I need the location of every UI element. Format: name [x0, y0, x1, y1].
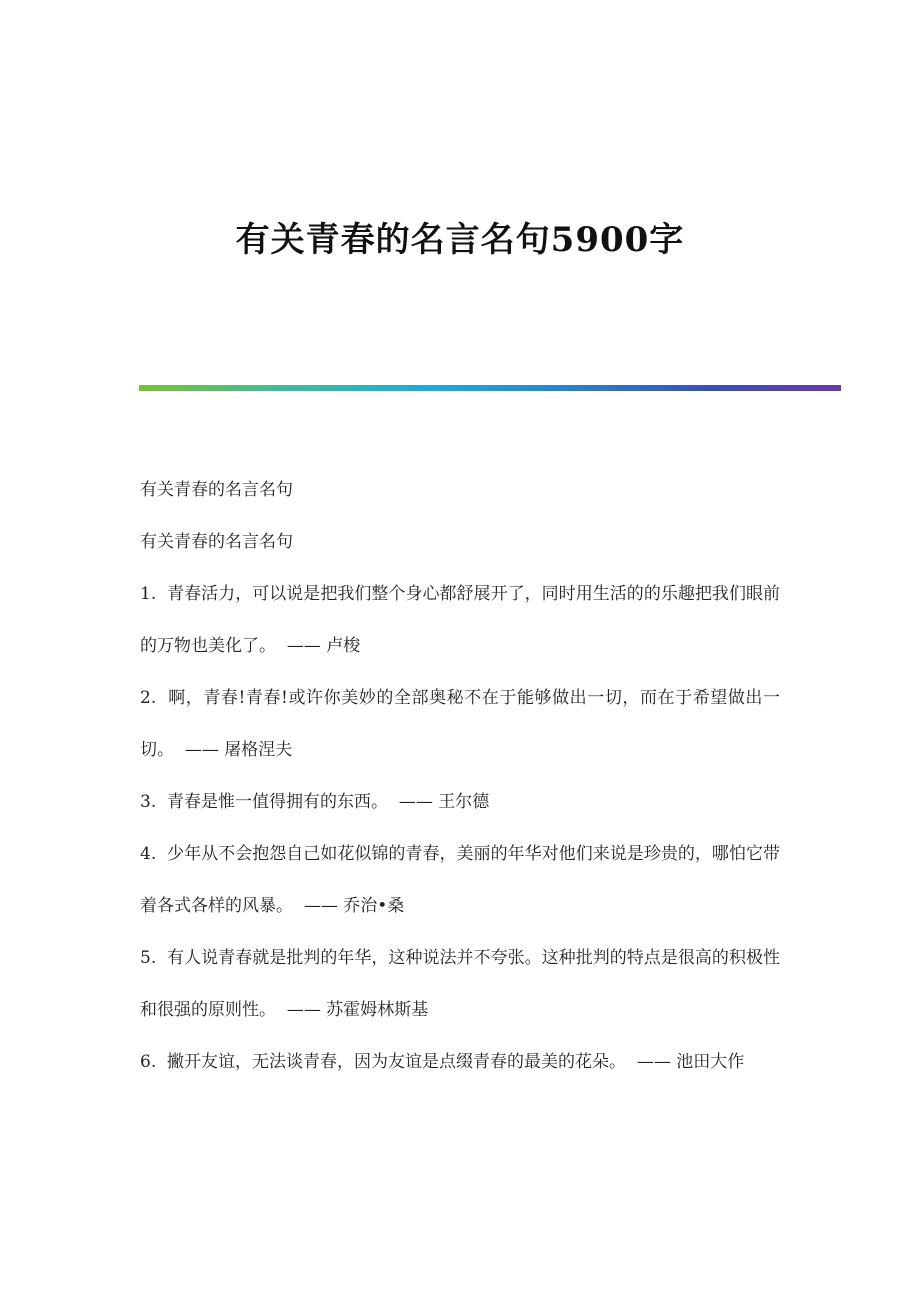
quote-dash: —— [184, 740, 219, 760]
quote-dash: —— [286, 1000, 321, 1020]
quote-text: 青春活力，可以说是把我们整个身心都舒展开了，同时用生活的的乐趣把我们眼前的万物也美化了。 [140, 584, 780, 656]
quote-dash: —— [303, 896, 338, 916]
quote-number: 3. [140, 792, 157, 812]
quote-item [140, 932, 780, 1036]
quote-item [140, 568, 780, 672]
quote-number: 5. [140, 948, 157, 968]
quote-item [140, 672, 780, 776]
quote-author: 乔治•桑 [343, 896, 405, 916]
quote-item [140, 828, 780, 932]
gradient-divider [139, 385, 841, 391]
quote-text: 撇开友谊，无法谈青春，因为友谊是点缀青春的最美的花朵。 [167, 1052, 627, 1072]
quote-author: 王尔德 [438, 792, 490, 812]
quote-author: 池田大作 [676, 1052, 745, 1072]
quote-author: 苏霍姆林斯基 [326, 1000, 429, 1020]
quote-text: 有人说青春就是批判的年华，这种说法并不夸张。这种批判的特点是很高的积极性和很强的原则性。 [140, 948, 780, 1020]
quote-dash: —— [636, 1052, 671, 1072]
document-body [140, 464, 780, 1088]
document-title: 有关青春的名言名句5900字 [235, 220, 685, 260]
quote-number: 2. [140, 688, 157, 708]
quote-item [140, 776, 780, 828]
section-subheading: 有关青春的名言名句 [140, 532, 293, 552]
quote-number: 4. [140, 844, 157, 864]
quote-author: 屠格涅夫 [224, 740, 293, 760]
quote-item [140, 1036, 780, 1088]
quote-author: 卢梭 [326, 636, 361, 656]
quote-number: 1. [140, 584, 157, 604]
quote-dash: —— [286, 636, 321, 656]
quote-dash: —— [398, 792, 433, 812]
quote-text: 啊，青春!青春!或许你美妙的全部奥秘不在于能够做出一切，而在于希望做出一切。 [140, 688, 780, 760]
quote-text: 青春是惟一值得拥有的东西。 [167, 792, 389, 812]
section-heading: 有关青春的名言名句 [140, 480, 293, 500]
quote-number: 6. [140, 1052, 157, 1072]
quote-text: 少年从不会抱怨自己如花似锦的青春，美丽的年华对他们来说是珍贵的，哪怕它带着各式各样的风暴。 [140, 844, 780, 916]
